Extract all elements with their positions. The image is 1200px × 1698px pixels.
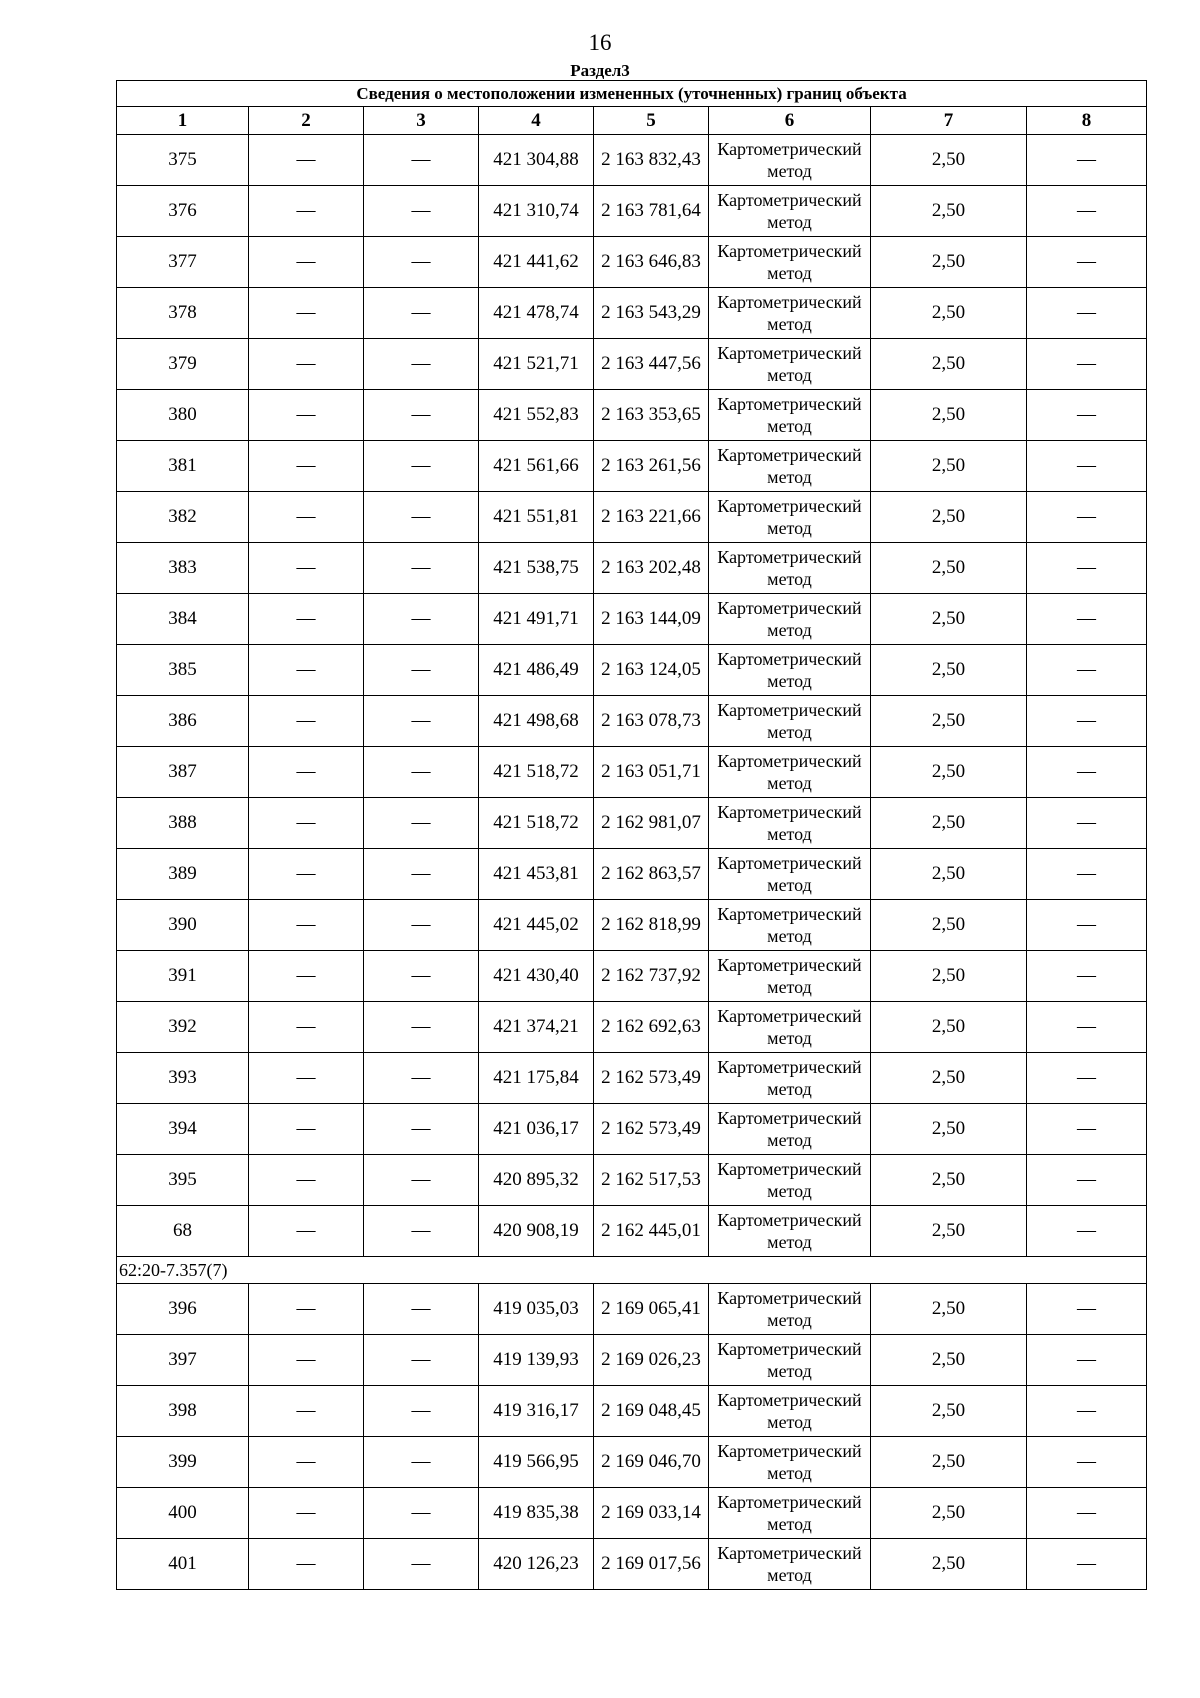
y-coordinate-cell: 2 163 447,56: [594, 339, 709, 390]
empty-cell-3: —: [364, 441, 479, 492]
y-coordinate-cell: 2 163 144,09: [594, 594, 709, 645]
method-text: Картометрический метод: [717, 138, 862, 181]
method-cell: [709, 1206, 871, 1257]
empty-cell-8: —: [1027, 696, 1147, 747]
empty-cell-2: —: [249, 1002, 364, 1053]
table-row: [117, 339, 1147, 390]
method-cell: [709, 696, 871, 747]
method-text: Картометрический метод: [717, 342, 862, 385]
table-header-row: [117, 107, 1147, 135]
empty-cell-2: —: [249, 492, 364, 543]
empty-cell-3: —: [364, 1488, 479, 1539]
empty-cell-2: —: [249, 1104, 364, 1155]
y-coordinate-cell: 2 162 863,57: [594, 849, 709, 900]
method-cell: [709, 747, 871, 798]
point-number-cell: 391: [117, 951, 249, 1002]
method-text: Картометрический метод: [717, 1389, 862, 1432]
x-coordinate-cell: 421 304,88: [479, 135, 594, 186]
accuracy-cell: 2,50: [871, 1437, 1027, 1488]
table-row: [117, 594, 1147, 645]
x-coordinate-cell: 421 498,68: [479, 696, 594, 747]
empty-cell-8: —: [1027, 849, 1147, 900]
accuracy-cell: 2,50: [871, 696, 1027, 747]
method-text: Картометрический метод: [717, 954, 862, 997]
method-text: Картометрический метод: [717, 495, 862, 538]
empty-cell-8: —: [1027, 1053, 1147, 1104]
column-header: 2: [249, 107, 364, 135]
y-coordinate-cell: 2 163 646,83: [594, 237, 709, 288]
table-row: [117, 135, 1147, 186]
method-text: Картометрический метод: [717, 1107, 862, 1150]
empty-cell-2: —: [249, 747, 364, 798]
empty-cell-3: —: [364, 696, 479, 747]
accuracy-cell: 2,50: [871, 1206, 1027, 1257]
empty-cell-3: —: [364, 849, 479, 900]
y-coordinate-cell: 2 163 781,64: [594, 186, 709, 237]
table-row: [117, 1155, 1147, 1206]
method-text: Картометрический метод: [717, 648, 862, 691]
method-cell: [709, 1386, 871, 1437]
point-number-cell: 395: [117, 1155, 249, 1206]
empty-cell-2: —: [249, 1155, 364, 1206]
accuracy-cell: 2,50: [871, 1002, 1027, 1053]
point-number-cell: 396: [117, 1284, 249, 1335]
empty-cell-3: —: [364, 1386, 479, 1437]
method-cell: [709, 1104, 871, 1155]
table-caption-row: [117, 81, 1147, 107]
empty-cell-8: —: [1027, 1488, 1147, 1539]
empty-cell-3: —: [364, 1002, 479, 1053]
empty-cell-8: —: [1027, 288, 1147, 339]
y-coordinate-cell: 2 162 445,01: [594, 1206, 709, 1257]
accuracy-cell: 2,50: [871, 492, 1027, 543]
table-row: [117, 441, 1147, 492]
column-header: 8: [1027, 107, 1147, 135]
empty-cell-3: —: [364, 339, 479, 390]
method-text: Картометрический метод: [717, 393, 862, 436]
method-text: Картометрический метод: [717, 1440, 862, 1483]
x-coordinate-cell: 421 551,81: [479, 492, 594, 543]
method-text: Картометрический метод: [717, 750, 862, 793]
y-coordinate-cell: 2 162 737,92: [594, 951, 709, 1002]
empty-cell-2: —: [249, 1284, 364, 1335]
x-coordinate-cell: 421 518,72: [479, 747, 594, 798]
point-number-cell: 375: [117, 135, 249, 186]
empty-cell-8: —: [1027, 186, 1147, 237]
column-header: 4: [479, 107, 594, 135]
y-coordinate-cell: 2 169 033,14: [594, 1488, 709, 1539]
empty-cell-3: —: [364, 288, 479, 339]
point-number-cell: 392: [117, 1002, 249, 1053]
y-coordinate-cell: 2 162 818,99: [594, 900, 709, 951]
accuracy-cell: 2,50: [871, 237, 1027, 288]
y-coordinate-cell: 2 169 048,45: [594, 1386, 709, 1437]
method-text: Картометрический метод: [717, 852, 862, 895]
y-coordinate-cell: 2 163 261,56: [594, 441, 709, 492]
y-coordinate-cell: 2 169 046,70: [594, 1437, 709, 1488]
empty-cell-3: —: [364, 645, 479, 696]
accuracy-cell: 2,50: [871, 900, 1027, 951]
empty-cell-2: —: [249, 390, 364, 441]
y-coordinate-cell: 2 162 573,49: [594, 1104, 709, 1155]
point-number-cell: 388: [117, 798, 249, 849]
column-header: 5: [594, 107, 709, 135]
empty-cell-3: —: [364, 1155, 479, 1206]
empty-cell-8: —: [1027, 1155, 1147, 1206]
method-cell: [709, 1488, 871, 1539]
empty-cell-8: —: [1027, 1437, 1147, 1488]
table-row: [117, 237, 1147, 288]
empty-cell-3: —: [364, 1284, 479, 1335]
empty-cell-2: —: [249, 849, 364, 900]
point-number-cell: 390: [117, 900, 249, 951]
x-coordinate-cell: 419 316,17: [479, 1386, 594, 1437]
method-text: Картометрический метод: [717, 801, 862, 844]
accuracy-cell: 2,50: [871, 186, 1027, 237]
accuracy-cell: 2,50: [871, 645, 1027, 696]
table-row: [117, 186, 1147, 237]
empty-cell-3: —: [364, 1053, 479, 1104]
x-coordinate-cell: 421 441,62: [479, 237, 594, 288]
x-coordinate-cell: 419 835,38: [479, 1488, 594, 1539]
x-coordinate-cell: 421 310,74: [479, 186, 594, 237]
y-coordinate-cell: 2 163 078,73: [594, 696, 709, 747]
empty-cell-8: —: [1027, 594, 1147, 645]
method-cell: [709, 798, 871, 849]
method-cell: [709, 849, 871, 900]
table-row: [117, 1284, 1147, 1335]
method-text: Картометрический метод: [717, 1287, 862, 1330]
table-row: [117, 951, 1147, 1002]
table-row: [117, 696, 1147, 747]
table-row: [117, 1002, 1147, 1053]
x-coordinate-cell: 421 445,02: [479, 900, 594, 951]
empty-cell-8: —: [1027, 390, 1147, 441]
point-number-cell: 398: [117, 1386, 249, 1437]
method-cell: [709, 1539, 871, 1590]
x-coordinate-cell: 421 538,75: [479, 543, 594, 594]
y-coordinate-cell: 2 162 517,53: [594, 1155, 709, 1206]
column-header: 1: [117, 107, 249, 135]
column-header: 3: [364, 107, 479, 135]
empty-cell-2: —: [249, 696, 364, 747]
table-row: [117, 1437, 1147, 1488]
empty-cell-8: —: [1027, 900, 1147, 951]
column-header: 7: [871, 107, 1027, 135]
empty-cell-3: —: [364, 543, 479, 594]
empty-cell-2: —: [249, 543, 364, 594]
empty-cell-2: —: [249, 594, 364, 645]
empty-cell-2: —: [249, 951, 364, 1002]
empty-cell-8: —: [1027, 1335, 1147, 1386]
empty-cell-3: —: [364, 900, 479, 951]
accuracy-cell: 2,50: [871, 849, 1027, 900]
point-number-cell: 383: [117, 543, 249, 594]
method-cell: [709, 1335, 871, 1386]
point-number-cell: 379: [117, 339, 249, 390]
accuracy-cell: 2,50: [871, 1155, 1027, 1206]
point-number-cell: 381: [117, 441, 249, 492]
empty-cell-3: —: [364, 747, 479, 798]
x-coordinate-cell: 419 139,93: [479, 1335, 594, 1386]
empty-cell-8: —: [1027, 747, 1147, 798]
empty-cell-2: —: [249, 645, 364, 696]
method-text: Картометрический метод: [717, 1005, 862, 1048]
method-cell: [709, 1284, 871, 1335]
method-cell: [709, 339, 871, 390]
method-text: Картометрический метод: [717, 1056, 862, 1099]
empty-cell-8: —: [1027, 1206, 1147, 1257]
method-cell: [709, 1002, 871, 1053]
table-row: [117, 1386, 1147, 1437]
method-cell: [709, 900, 871, 951]
accuracy-cell: 2,50: [871, 1335, 1027, 1386]
accuracy-cell: 2,50: [871, 135, 1027, 186]
x-coordinate-cell: 421 430,40: [479, 951, 594, 1002]
x-coordinate-cell: 421 175,84: [479, 1053, 594, 1104]
accuracy-cell: 2,50: [871, 1488, 1027, 1539]
empty-cell-8: —: [1027, 237, 1147, 288]
accuracy-cell: 2,50: [871, 1386, 1027, 1437]
point-number-cell: 399: [117, 1437, 249, 1488]
table-row: [117, 492, 1147, 543]
point-number-cell: 380: [117, 390, 249, 441]
accuracy-cell: 2,50: [871, 594, 1027, 645]
point-number-cell: 384: [117, 594, 249, 645]
y-coordinate-cell: 2 169 017,56: [594, 1539, 709, 1590]
empty-cell-8: —: [1027, 1002, 1147, 1053]
y-coordinate-cell: 2 163 832,43: [594, 135, 709, 186]
point-number-cell: 401: [117, 1539, 249, 1590]
y-coordinate-cell: 2 162 981,07: [594, 798, 709, 849]
page-number: 16: [588, 30, 612, 55]
empty-cell-2: —: [249, 288, 364, 339]
empty-cell-3: —: [364, 1437, 479, 1488]
method-text: Картометрический метод: [717, 597, 862, 640]
x-coordinate-cell: 421 478,74: [479, 288, 594, 339]
point-number-cell: 386: [117, 696, 249, 747]
x-coordinate-cell: 420 126,23: [479, 1539, 594, 1590]
method-cell: [709, 288, 871, 339]
empty-cell-3: —: [364, 390, 479, 441]
empty-cell-8: —: [1027, 339, 1147, 390]
x-coordinate-cell: 419 035,03: [479, 1284, 594, 1335]
x-coordinate-cell: 420 895,32: [479, 1155, 594, 1206]
accuracy-cell: 2,50: [871, 441, 1027, 492]
empty-cell-3: —: [364, 951, 479, 1002]
method-text: Картометрический метод: [717, 291, 862, 334]
column-header: 6: [709, 107, 871, 135]
empty-cell-3: —: [364, 1104, 479, 1155]
empty-cell-3: —: [364, 798, 479, 849]
point-number-cell: 385: [117, 645, 249, 696]
point-number-cell: 400: [117, 1488, 249, 1539]
empty-cell-3: —: [364, 135, 479, 186]
group-label: 62:20-7.357(7): [117, 1257, 1147, 1284]
x-coordinate-cell: 421 561,66: [479, 441, 594, 492]
empty-cell-8: —: [1027, 951, 1147, 1002]
accuracy-cell: 2,50: [871, 339, 1027, 390]
point-number-cell: 387: [117, 747, 249, 798]
method-text: Картометрический метод: [717, 444, 862, 487]
accuracy-cell: 2,50: [871, 1104, 1027, 1155]
method-cell: [709, 1053, 871, 1104]
x-coordinate-cell: 421 453,81: [479, 849, 594, 900]
x-coordinate-cell: 421 552,83: [479, 390, 594, 441]
table-row: [117, 1335, 1147, 1386]
table-row: [117, 390, 1147, 441]
empty-cell-8: —: [1027, 1104, 1147, 1155]
point-number-cell: 378: [117, 288, 249, 339]
empty-cell-2: —: [249, 1386, 364, 1437]
y-coordinate-cell: 2 163 353,65: [594, 390, 709, 441]
empty-cell-2: —: [249, 1539, 364, 1590]
y-coordinate-cell: 2 163 051,71: [594, 747, 709, 798]
table-row: [117, 849, 1147, 900]
empty-cell-2: —: [249, 339, 364, 390]
method-text: Картометрический метод: [717, 240, 862, 283]
table-row: [117, 798, 1147, 849]
table-row: [117, 1539, 1147, 1590]
empty-cell-8: —: [1027, 645, 1147, 696]
method-text: Картометрический метод: [717, 1542, 862, 1585]
empty-cell-8: —: [1027, 1539, 1147, 1590]
method-cell: [709, 135, 871, 186]
y-coordinate-cell: 2 163 124,05: [594, 645, 709, 696]
table-row: [117, 1053, 1147, 1104]
section-title: Раздел3: [570, 61, 630, 80]
accuracy-cell: 2,50: [871, 390, 1027, 441]
empty-cell-2: —: [249, 1437, 364, 1488]
method-text: Картометрический метод: [717, 903, 862, 946]
method-cell: [709, 441, 871, 492]
method-cell: [709, 1437, 871, 1488]
y-coordinate-cell: 2 163 221,66: [594, 492, 709, 543]
empty-cell-2: —: [249, 441, 364, 492]
table-row: [117, 1104, 1147, 1155]
accuracy-cell: 2,50: [871, 288, 1027, 339]
empty-cell-3: —: [364, 1206, 479, 1257]
empty-cell-2: —: [249, 798, 364, 849]
point-number-cell: 382: [117, 492, 249, 543]
empty-cell-2: —: [249, 1335, 364, 1386]
table-caption: Сведения о местоположении измененных (уточненных) границ объекта: [117, 81, 1147, 107]
method-text: Картометрический метод: [717, 546, 862, 589]
empty-cell-2: —: [249, 1488, 364, 1539]
empty-cell-2: —: [249, 135, 364, 186]
method-cell: [709, 237, 871, 288]
empty-cell-8: —: [1027, 441, 1147, 492]
method-text: Картометрический метод: [717, 1491, 862, 1534]
point-number-cell: 68: [117, 1206, 249, 1257]
x-coordinate-cell: 420 908,19: [479, 1206, 594, 1257]
method-cell: [709, 594, 871, 645]
empty-cell-2: —: [249, 186, 364, 237]
point-number-cell: 376: [117, 186, 249, 237]
empty-cell-8: —: [1027, 1386, 1147, 1437]
y-coordinate-cell: 2 162 573,49: [594, 1053, 709, 1104]
table-row: [117, 900, 1147, 951]
table-row: [117, 288, 1147, 339]
method-text: Картометрический метод: [717, 1158, 862, 1201]
group-label-row: [117, 1257, 1147, 1284]
accuracy-cell: 2,50: [871, 747, 1027, 798]
point-number-cell: 394: [117, 1104, 249, 1155]
x-coordinate-cell: 421 374,21: [479, 1002, 594, 1053]
method-cell: [709, 951, 871, 1002]
method-cell: [709, 543, 871, 594]
table-row: [117, 543, 1147, 594]
empty-cell-2: —: [249, 1206, 364, 1257]
y-coordinate-cell: 2 163 202,48: [594, 543, 709, 594]
empty-cell-8: —: [1027, 135, 1147, 186]
accuracy-cell: 2,50: [871, 798, 1027, 849]
y-coordinate-cell: 2 163 543,29: [594, 288, 709, 339]
table-row: [117, 1488, 1147, 1539]
boundary-coordinates-table: [116, 80, 1147, 1590]
empty-cell-2: —: [249, 900, 364, 951]
empty-cell-8: —: [1027, 492, 1147, 543]
empty-cell-3: —: [364, 594, 479, 645]
empty-cell-3: —: [364, 186, 479, 237]
empty-cell-3: —: [364, 492, 479, 543]
accuracy-cell: 2,50: [871, 543, 1027, 594]
point-number-cell: 393: [117, 1053, 249, 1104]
x-coordinate-cell: 421 518,72: [479, 798, 594, 849]
table-row: [117, 645, 1147, 696]
point-number-cell: 377: [117, 237, 249, 288]
empty-cell-8: —: [1027, 1284, 1147, 1335]
x-coordinate-cell: 421 491,71: [479, 594, 594, 645]
method-text: Картометрический метод: [717, 1209, 862, 1252]
empty-cell-3: —: [364, 1539, 479, 1590]
accuracy-cell: 2,50: [871, 1284, 1027, 1335]
method-cell: [709, 645, 871, 696]
x-coordinate-cell: 421 486,49: [479, 645, 594, 696]
method-text: Картометрический метод: [717, 699, 862, 742]
empty-cell-3: —: [364, 1335, 479, 1386]
method-cell: [709, 186, 871, 237]
point-number-cell: 397: [117, 1335, 249, 1386]
method-cell: [709, 1155, 871, 1206]
y-coordinate-cell: 2 162 692,63: [594, 1002, 709, 1053]
empty-cell-2: —: [249, 1053, 364, 1104]
accuracy-cell: 2,50: [871, 1053, 1027, 1104]
y-coordinate-cell: 2 169 065,41: [594, 1284, 709, 1335]
accuracy-cell: 2,50: [871, 951, 1027, 1002]
empty-cell-8: —: [1027, 798, 1147, 849]
empty-cell-3: —: [364, 237, 479, 288]
point-number-cell: 389: [117, 849, 249, 900]
x-coordinate-cell: 419 566,95: [479, 1437, 594, 1488]
y-coordinate-cell: 2 169 026,23: [594, 1335, 709, 1386]
accuracy-cell: 2,50: [871, 1539, 1027, 1590]
method-text: Картометрический метод: [717, 189, 862, 232]
table-row: [117, 1206, 1147, 1257]
method-cell: [709, 390, 871, 441]
empty-cell-8: —: [1027, 543, 1147, 594]
x-coordinate-cell: 421 036,17: [479, 1104, 594, 1155]
empty-cell-2: —: [249, 237, 364, 288]
x-coordinate-cell: 421 521,71: [479, 339, 594, 390]
method-text: Картометрический метод: [717, 1338, 862, 1381]
method-cell: [709, 492, 871, 543]
table-row: [117, 747, 1147, 798]
